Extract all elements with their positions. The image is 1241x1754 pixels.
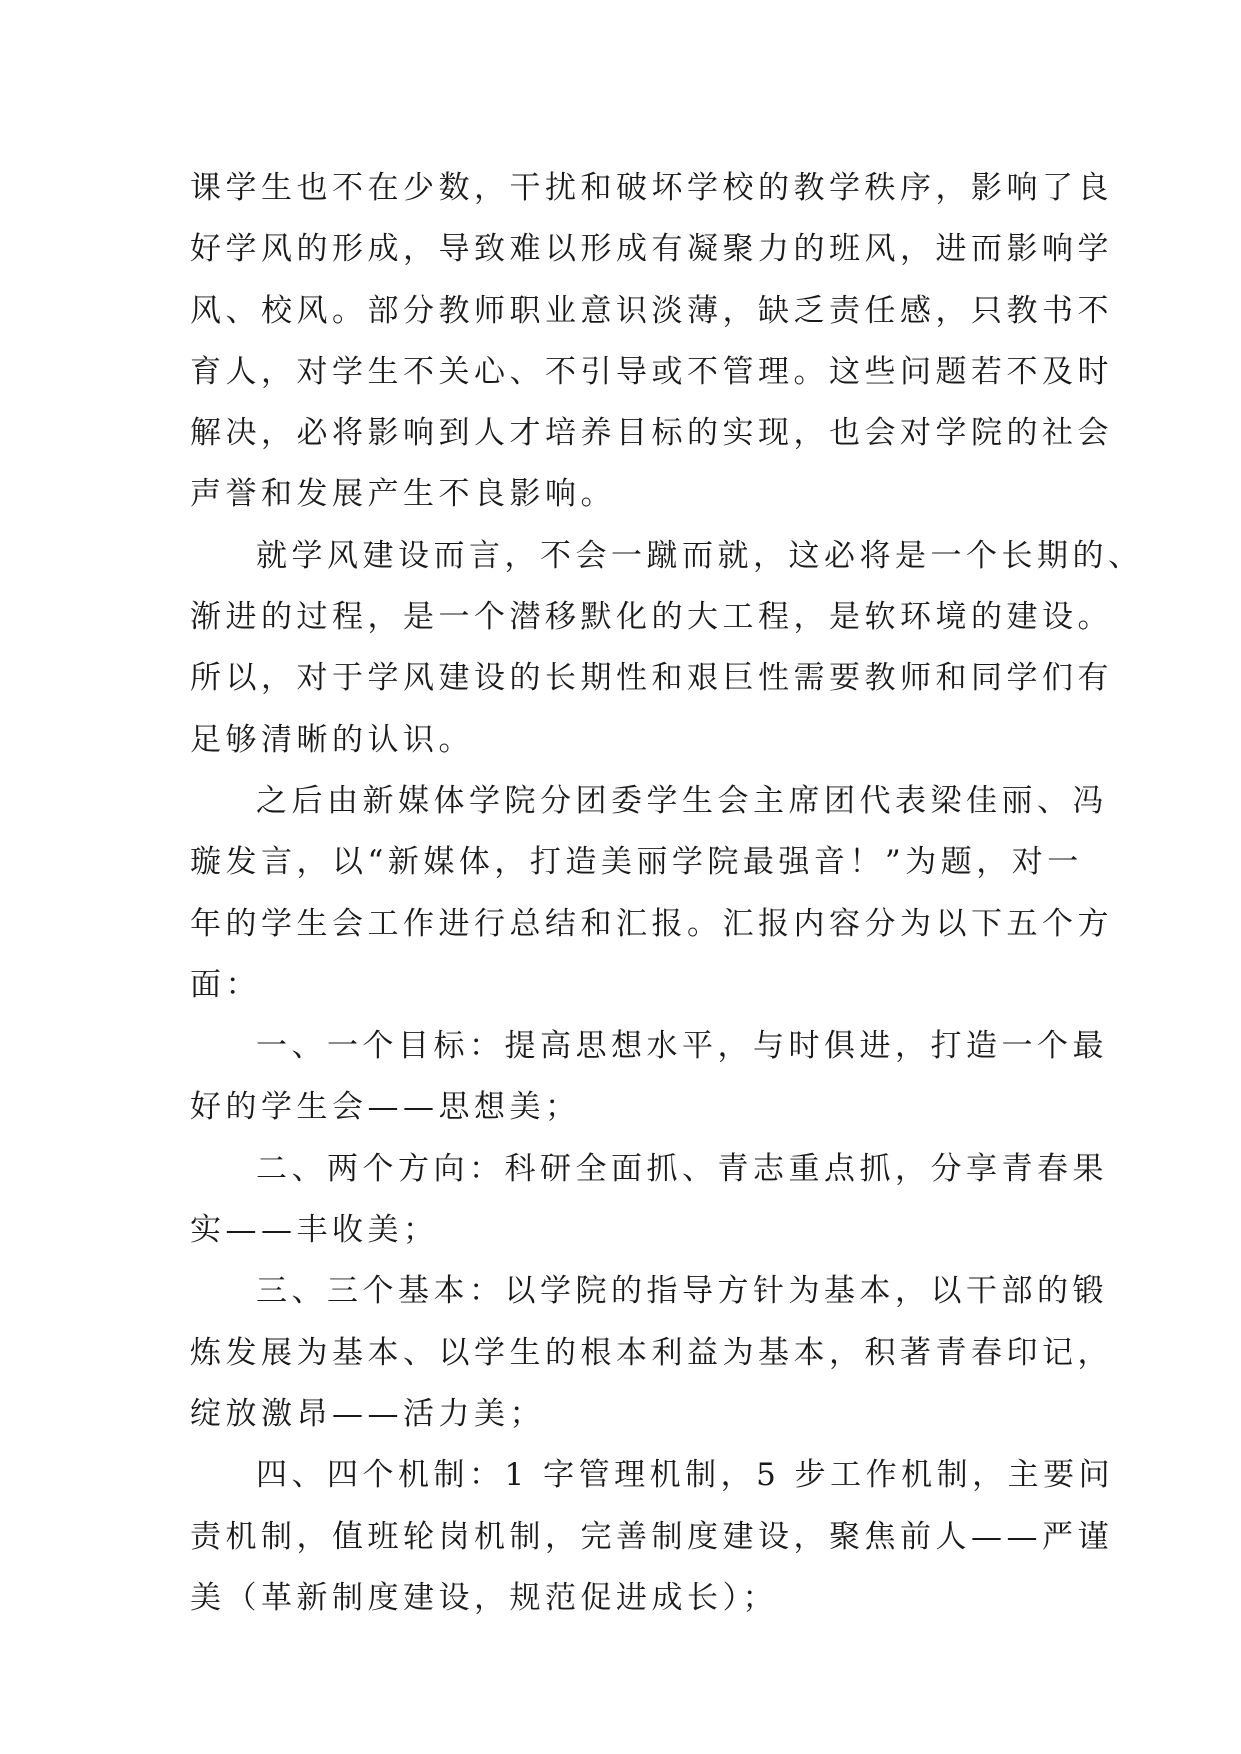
text-line: 年的学生会工作进行总结和汇报。汇报内容分为以下五个方 — [190, 905, 1113, 942]
text-line: 声誉和发展产生不良影响。 — [190, 476, 616, 513]
paragraph-first-line: 四、四个机制：1 字管理机制，5 步工作机制，主要问 — [256, 1457, 1115, 1494]
paragraph-first-line: 就学风建设而言，不会一蹴而就，这必将是一个长期的、 — [256, 537, 1144, 574]
text-line: 绽放激昂——活力美； — [190, 1395, 545, 1432]
text-line: 风、校风。部分教师职业意识淡薄，缺乏责任感，只教书不 — [190, 292, 1113, 329]
paragraph-first-line: 一、一个目标：提高思想水平，与时俱进，打造一个最 — [256, 1028, 1108, 1065]
paragraph-first-line: 三、三个基本：以学院的指导方针为基本，以干部的锻 — [256, 1273, 1108, 1310]
text-line: 课学生也不在少数，干扰和破坏学校的教学秩序，影响了良 — [190, 170, 1113, 206]
text-line: 育人，对学生不关心、不引导或不管理。这些问题若不及时 — [190, 353, 1113, 390]
text-line: 好的学生会——思想美； — [190, 1089, 581, 1126]
text-line: 渐进的过程，是一个潜移默化的大工程，是软环境的建设。 — [190, 599, 1113, 636]
text-line: 炼发展为基本、以学生的根本利益为基本，积著青春印记， — [190, 1334, 1113, 1371]
text-line: 美（革新制度建设，规范促进成长）； — [190, 1579, 778, 1616]
text-line: 解决，必将影响到人才培养目标的实现，也会对学院的社会 — [190, 415, 1113, 452]
paragraph-first-line: 之后由新媒体学院分团委学生会主席团代表梁佳丽、冯 — [256, 782, 1108, 819]
paragraph-first-line: 二、两个方向：科研全面抓、青志重点抓，分享青春果 — [256, 1150, 1108, 1187]
text-line: 实——丰收美； — [190, 1212, 439, 1249]
text-line: 足够清晰的认识。 — [190, 721, 474, 758]
text-line: 面： — [190, 966, 261, 1003]
text-line: 所以，对于学风建设的长期性和艰巨性需要教师和同学们有 — [190, 660, 1113, 697]
text-line: 璇发言，以“新媒体，打造美丽学院最强音！”为题，对一 — [190, 844, 1083, 881]
text-line: 责机制，值班轮岗机制，完善制度建设，聚焦前人——严谨 — [190, 1518, 1113, 1555]
document-body — [190, 158, 1144, 1629]
text-line: 好学风的形成，导致难以形成有凝聚力的班风，进而影响学 — [190, 231, 1113, 268]
